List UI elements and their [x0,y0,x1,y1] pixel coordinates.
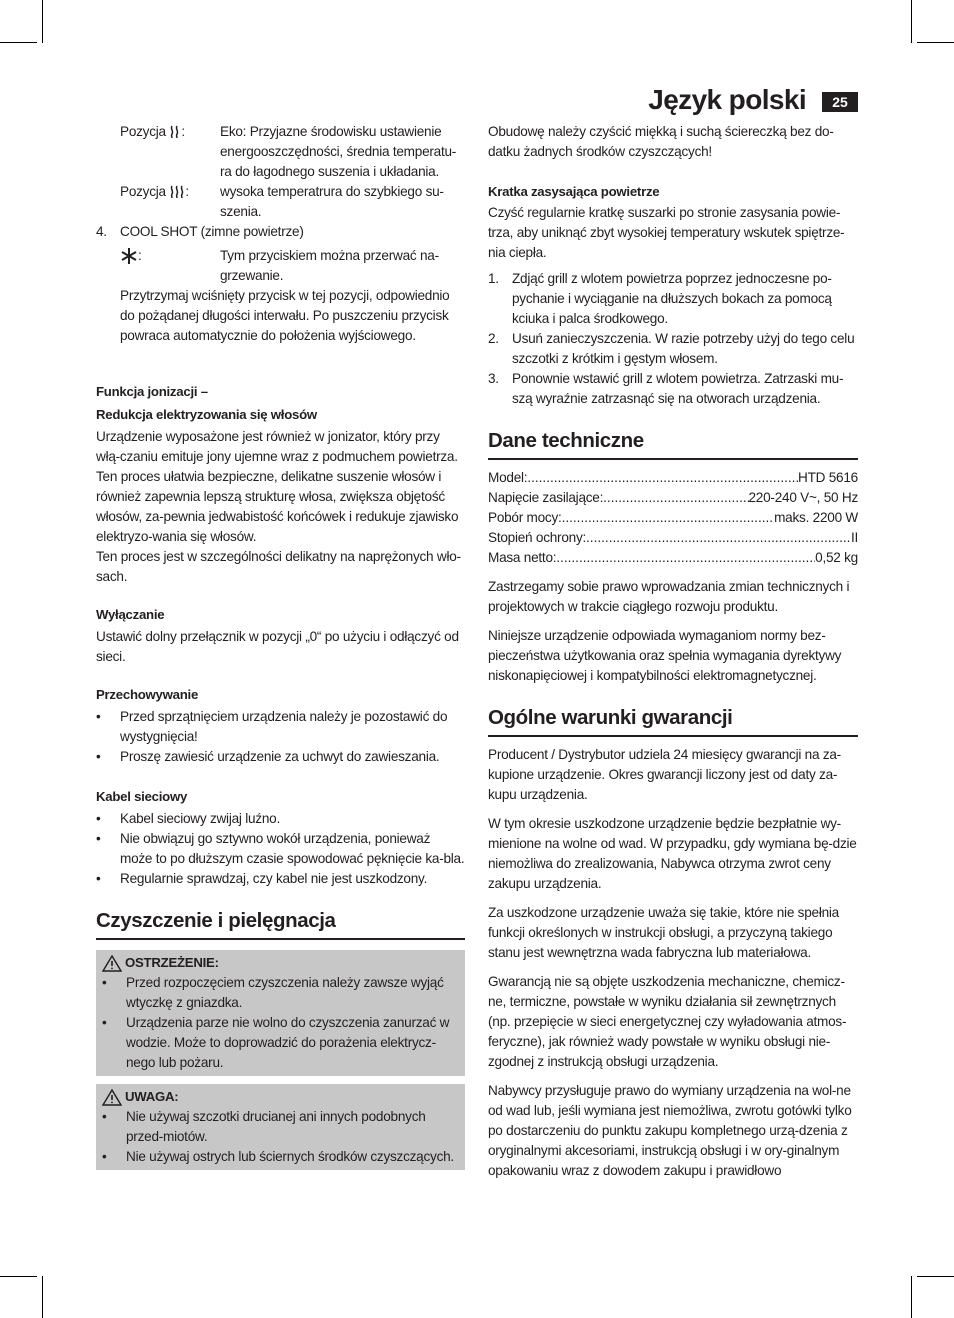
page-title: Język polski [648,84,806,115]
caution-title: UWAGA: [125,1089,179,1104]
spec-row: Masa netto: ..... 0,52 kg [488,548,858,568]
ionization-heading-1: Funkcja jonizacji – [96,384,208,399]
grill-steps [488,269,858,409]
warranty-paragraph: Nabywcy przysługuje prawo do wymiany urządzenia na wol-ne od wad lub, jeśli wymiana jest niemożliwa, zwrotu gotówki tylko po dostarczeniu do punktu zakupu kompletnego urzą-dzenia z oryginalnymi akcesoriami, instrukcją obsługi i w ory-ginalnym opakowaniu wraz z dowodem zakupu i prawidłowo [488,1083,852,1178]
warranty-heading: Ogólne warunki gwarancji [488,706,858,737]
heat-low-icon [169,125,181,139]
grill-paragraph: Czyść regularnie kratkę suszarki po stronie zasysania powie-trza, aby uniknąć zbyt wysokiej temperatury wskutek spiętrze-nia ciepła. [488,205,845,260]
crop-mark [911,1276,912,1318]
warning-box [96,950,465,1076]
position-label: Pozycja [120,124,166,139]
crop-mark [917,1276,954,1277]
left-column [96,122,465,1170]
warranty-paragraph: Producent / Dystrybutor udziela 24 miesięcy gwarancji na za-kupione urządzenie. Okres gwarancji liczony jest od daty za-kupu urządzenia. [488,747,841,802]
warning-triangle-icon [102,1089,122,1106]
item-4-number: 4. [96,224,107,239]
storage-heading: Przechowywanie [96,687,199,702]
spec-row: Napięcie zasilające: ..... 220-240 V~, 50 Hz [488,488,858,508]
item-4 [96,222,465,242]
crop-mark [917,42,954,43]
cleaning-heading: Czyszczenie i pielęgnacja [96,909,465,940]
ionization-paragraph: Urządzenie wyposażone jest również w jonizator, który przy włą-czaniu emituje jony ujemne wraz z podmuchem powietrza. Ten proces ułatwia bezpieczne, delikatne suszenie włosów i również zapewnia lepszą strukturę włosa, zwiększa objętość włosów, za-pewnia jedwabistość końcówek i redukuje zjawisko elektryzo-wania się włosów. [96,429,459,544]
list-item: 3. Ponownie wstawić grill z wlotem powietrza. Zatrzaski mu-szą wyraźnie zatrzasnąć się na otworach urządzenia. [488,371,844,406]
off-heading: Wyłączanie [96,607,165,622]
crop-mark [42,0,43,43]
spec-row: Model: ..... HTD 5616 [488,468,858,488]
position-1-desc: Eko: Przyjazne środowisku ustawienie [220,124,442,139]
crop-mark [0,42,37,43]
list-item: 1. Zdjąć grill z wlotem powietrza poprzez jednoczesne po-pychanie i wyciąganie na dłuższych bokach za pomocą kciuka i palca środkowego. [488,271,832,326]
crop-mark [911,0,912,43]
cable-list [96,809,465,889]
warranty-paragraph: Gwarancją nie są objęte uszkodzenia mechaniczne, chemicz-ne, termiczne, powstałe w wyniku działania sił zewnętrznych (np. przepięcie w sieci energetycznej czy wyładowania atmos-feryczne), jak również wady powstałe w wyniku obsługi nie-zgodnej z instrukcją obsługi urządzenia. [488,974,847,1069]
warning-triangle-icon [102,955,122,972]
list-item: • Regularnie sprawdzaj, czy kabel nie jest uszkodzony. [96,871,428,886]
cable-heading: Kabel sieciowy [96,789,188,804]
list-item: • Nie obwiązuj go sztywno wokół urządzenia, ponieważ może to po dłuższym czasie spowodować pęknięcie ka-bla. [96,831,465,866]
ionization-paragraph-2: Ten proces jest w szczególności delikatny na naprężonych wło-sach. [96,549,461,584]
cool-shot-row: : Tym przyciskiem można przerwać na- grzewanie. [96,246,465,286]
list-item: 2. Usuń zanieczyszczenia. W razie potrzeby użyj do tego celu szczotki z krótkim i gęstym włosem. [488,331,855,366]
list-item: • Urządzenia parze nie wolno do czyszczenia zanurzać w wodzie. Może to doprowadzić do porażenia elektrycz-nego lub pożaru. [102,1015,450,1070]
cool-shot-desc: Tym przyciskiem można przerwać na- [220,248,439,263]
crop-mark [0,1276,37,1277]
heat-high-icon [169,185,185,199]
warranty-paragraph: Za uszkodzone urządzenie uważa się takie, które nie spełnia funkcji określonych w instrukcji obsługi, a przyczyną takiego stanu jest wewnętrzna wada fabryczna lub materiałowa. [488,905,839,960]
storage-list [96,707,465,767]
spec-row: Pobór mocy: ..... maks. 2200 W [488,508,858,528]
position-1-row: Pozycja : Eko: Przyjazne środowisku ustawienie energooszczędności, średnia temperatu- ra do łagodnego suszenia i układania. [96,122,465,182]
list-item: • Przed sprzątnięciem urządzenia należy je pozostawić do wystygnięcia! [96,709,448,744]
page-number: 25 [822,92,858,112]
position-2-row: Pozycja : wysoka temperatrura do szybkiego su- szenia. [96,182,465,222]
caution-box [96,1084,465,1170]
warning-title: OSTRZEŻENIE: [125,955,219,970]
housing-paragraph: Obudowę należy czyścić miękką i suchą ściereczką bez do-datku żadnych środków czyszczących! [488,124,834,159]
off-paragraph: Ustawić dolny przełącznik w pozycji „0“ po użyciu i odłączyć od sieci. [96,629,459,664]
list-item: • Nie używaj ostrych lub ściernych środków czyszczących. [102,1149,454,1164]
spec-row: Stopień ochrony: ..... II [488,528,858,548]
warranty-paragraph: W tym okresie uszkodzone urządzenie będzie bezpłatnie wy-mienione na wolne od wad. W przypadku, gdy wymiana bę-dzie niemożliwa do zrealizowania, Nabywca otrzyma zwrot ceny zakupu urządzenia. [488,816,857,891]
tech-paragraph-2: Niniejsze urządzenie odpowiada wymaganiom normy bez-pieczeństwa użytkowania oraz spełnia wymagania dyrektywy niskonapięciowej i kompatybilności elektromagnetycznej. [488,628,842,683]
spec-table [488,468,858,568]
item-4-text: COOL SHOT (zimne powietrze) [120,224,304,239]
crop-mark [42,1276,43,1318]
list-item: • Proszę zawiesić urządzenie za uchwyt do zawieszania. [96,749,440,764]
list-item: • Przed rozpoczęciem czyszczenia należy zawsze wyjąć wtyczkę z gniazdka. [102,975,444,1010]
position-2-desc: wysoka temperatrura do szybkiego su- [220,184,444,199]
ionization-heading-2: Redukcja elektryzowania się włosów [96,407,317,422]
list-item: • Nie używaj szczotki drucianej ani innych podobnych przed-miotów. [102,1109,426,1144]
position-label: Pozycja [120,184,166,199]
tech-heading: Dane techniczne [488,429,858,460]
tech-paragraph-1: Zastrzegamy sobie prawo wprowadzania zmian technicznych i projektowych w trakcie ciągłego rozwoju produktu. [488,579,850,614]
hold-instructions: Przytrzymaj wciśnięty przycisk w tej pozycji, odpowiednio do pożądanej długości interwału. Po puszczeniu przycisk powraca automatycznie do położenia wyjściowego. [120,288,450,343]
snowflake-icon [120,247,138,265]
grill-heading: Kratka zasysająca powietrze [488,184,660,199]
right-column [488,122,858,1181]
list-item: • Kabel sieciowy zwijaj luźno. [96,811,280,826]
